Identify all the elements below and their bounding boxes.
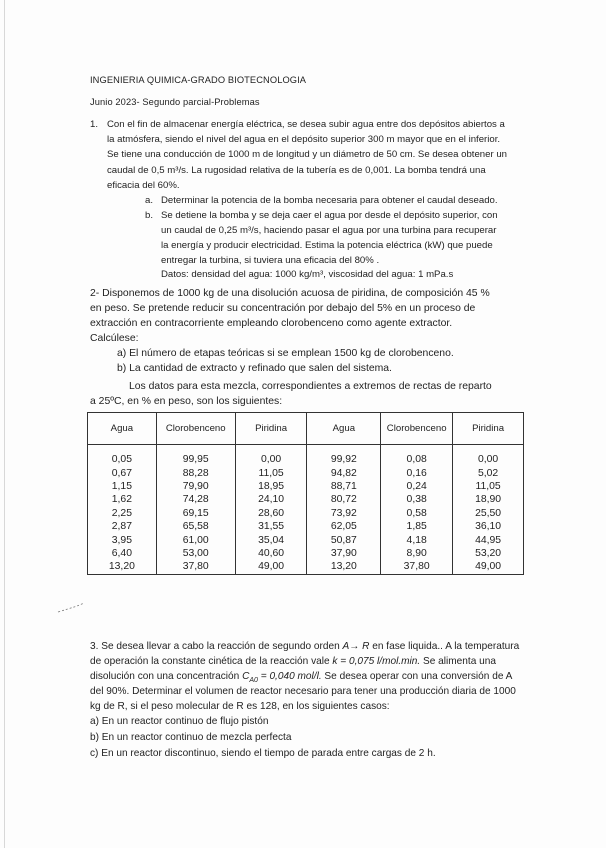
pen-mark-decoration: [56, 600, 86, 616]
equilibrium-data-table: [87, 412, 524, 575]
table-cell: 6,40: [88, 547, 157, 560]
table-cell: 94,82: [307, 466, 381, 479]
problem-3c-text: c) En un reactor discontinuo, siendo el tiempo de parada entre cargas de 2 h.: [90, 748, 436, 759]
problem-3-text: Se alimenta una: [420, 656, 496, 667]
table-cell: 2,25: [88, 507, 157, 520]
table-cell: 13,20: [307, 560, 381, 574]
table-row: [88, 547, 524, 560]
table-cell: 0,00: [235, 445, 307, 467]
concentration-symbol: C: [242, 671, 250, 682]
problem-2-line: 2- Disponemos de 1000 kg de una disolución acuosa de piridina, de composición 45 %: [90, 288, 490, 299]
table-cell: 44,95: [453, 533, 524, 546]
problem-1a-text: Determinar la potencia de la bomba necesaria para obtener el caudal deseado.: [161, 195, 498, 206]
problem-3-text: 3. Se desea llevar a cabo la reacción de segundo orden: [90, 641, 343, 652]
table-cell: 35,04: [235, 533, 307, 546]
table-cell: 4,18: [381, 533, 453, 546]
table-cell: 69,15: [156, 507, 235, 520]
problem-1-line: Se tiene una conducción de 1000 m de longitud y un diámetro de 50 cm. Se desea obtener un: [107, 149, 508, 160]
table-row: [88, 507, 524, 520]
table-cell: 80,72: [307, 493, 381, 506]
problem-1-line: la atmósfera, siendo el nivel del agua en el depósito superior 300 m mayor que en el inferior.: [107, 134, 501, 145]
column-header: Piridina: [453, 413, 524, 445]
table-cell: 0,38: [381, 493, 453, 506]
table-header-row: [88, 413, 524, 445]
problem-3-text: disolución con una concentración: [90, 671, 243, 682]
table-cell: 28,60: [235, 507, 307, 520]
problem-1-number: 1.: [90, 119, 99, 130]
problem-3-line-5: kg de R, si el peso molecular de R es 128, en los siguientes casos:: [90, 701, 390, 712]
table-cell: 79,90: [156, 480, 235, 493]
product-symbol: R: [359, 641, 370, 652]
concentration-subscript: A0: [249, 677, 258, 685]
table-cell: 50,87: [307, 533, 381, 546]
problem-2a-text: a) El número de etapas teóricas si se emplean 1500 kg de clorobenceno.: [117, 348, 454, 359]
problem-3-text: Se desea operar con una conversión de A: [321, 671, 513, 682]
problem-1-line: caudal de 0,5 m³/s. La rugosidad relativa de la tubería es de 0,001. La bomba tendrá una: [107, 165, 486, 176]
problem-1-line: eficacia del 60%.: [107, 180, 180, 191]
table-cell: 37,90: [307, 547, 381, 560]
document-subtitle: Junio 2023- Segundo parcial-Problemas: [90, 97, 260, 107]
table-cell: 61,00: [156, 533, 235, 546]
table-intro-line: Los datos para esta mezcla, correspondientes a extremos de rectas de reparto: [129, 381, 492, 392]
table-cell: 49,00: [453, 560, 524, 574]
table-cell: 8,90: [381, 547, 453, 560]
problem-3a-text: a) En un reactor continuo de flujo pistón: [90, 716, 269, 727]
table-cell: 13,20: [88, 560, 157, 574]
table-cell: 53,20: [453, 547, 524, 560]
column-header: Clorobenceno: [156, 413, 235, 445]
table-cell: 2,87: [88, 520, 157, 533]
table-cell: 18,90: [453, 493, 524, 506]
table-cell: 73,92: [307, 507, 381, 520]
problem-1b-line: la energía y producir electricidad. Estima la potencia eléctrica (kW) que puede: [161, 240, 493, 251]
table-cell: 99,95: [156, 445, 235, 467]
table-cell: 49,00: [235, 560, 307, 574]
table-cell: 11,05: [235, 466, 307, 479]
problem-1a-label: a.: [145, 195, 154, 206]
table-cell: 40,60: [235, 547, 307, 560]
problem-3-line-4: del 90%. Determinar el volumen de reactor necesario para tener una producción diaria de 1000: [90, 686, 516, 697]
table-cell: 0,67: [88, 466, 157, 479]
column-header: Piridina: [235, 413, 307, 445]
document-title: INGENIERIA QUIMICA-GRADO BIOTECNOLOGIA: [90, 75, 307, 85]
problem-3-text: en fase liquida.. A la temperatura: [369, 641, 520, 652]
table-cell: 37,80: [381, 560, 453, 574]
table-row: [88, 466, 524, 479]
table-cell: 1,15: [88, 480, 157, 493]
table-cell: 0,05: [88, 445, 157, 467]
column-header: Clorobenceno: [381, 413, 453, 445]
problem-2-line: Calcúlese:: [90, 333, 139, 344]
table-cell: 37,80: [156, 560, 235, 574]
problem-3b-text: b) En un reactor continuo de mezcla perfecta: [90, 732, 292, 743]
problem-2-line: extracción en contracorriente empleando clorobenceno como agente extractor.: [90, 318, 453, 329]
table-row: [88, 480, 524, 493]
problem-3-line-1: [90, 640, 519, 653]
table-cell: 18,95: [235, 480, 307, 493]
table-cell: 0,58: [381, 507, 453, 520]
table-cell: 3,95: [88, 533, 157, 546]
table-row: [88, 445, 524, 467]
table-cell: 5,02: [453, 466, 524, 479]
table-cell: 1,85: [381, 520, 453, 533]
table-cell: 53,00: [156, 547, 235, 560]
problem-1b-line: entregar la turbina, si tuviera una eficacia del 80% .: [161, 255, 380, 266]
reaction-arrow: →: [349, 641, 360, 652]
problem-1-data: Datos: densidad del agua: 1000 kg/m³, viscosidad del agua: 1 mPa.s: [161, 269, 454, 280]
problem-1b-line: un caudal de 0,25 m³/s, haciendo pasar el agua por una turbina para recuperar: [161, 225, 497, 236]
table-row: [88, 520, 524, 533]
table-cell: 25,50: [453, 507, 524, 520]
table-cell: 0,08: [381, 445, 453, 467]
problem-1-line: Con el fin de almacenar energía eléctrica, se desea subir agua entre dos depósitos abiertos a: [107, 119, 505, 130]
problem-3-line-2: [90, 655, 496, 668]
column-header: Agua: [307, 413, 381, 445]
table-cell: 88,71: [307, 480, 381, 493]
column-header: Agua: [88, 413, 157, 445]
problem-3-text: de operación la constante cinética de la reacción vale: [90, 656, 333, 667]
table-cell: 11,05: [453, 480, 524, 493]
table-cell: 31,55: [235, 520, 307, 533]
rate-constant: k = 0,075 l/mol.min.: [332, 656, 421, 667]
problem-1b-label: b.: [145, 210, 154, 221]
problem-2-line: en peso. Se pretende reducir su concentración por debajo del 5% en un proceso de: [90, 303, 476, 314]
table-cell: 36,10: [453, 520, 524, 533]
table-row: [88, 493, 524, 506]
table-cell: 74,28: [156, 493, 235, 506]
problem-2b-text: b) La cantidad de extracto y refinado que salen del sistema.: [117, 363, 392, 374]
table-cell: 24,10: [235, 493, 307, 506]
reactant-symbol: A: [342, 641, 350, 652]
concentration-value: = 0,040 mol/l.: [257, 671, 322, 682]
page-edge-shadow: [4, 0, 5, 848]
problem-1b-line: Se detiene la bomba y se deja caer el agua por desde el depósito superior, con: [161, 210, 498, 221]
table-cell: 0,24: [381, 480, 453, 493]
table-cell: 62,05: [307, 520, 381, 533]
table-cell: 1,62: [88, 493, 157, 506]
table-row: [88, 560, 524, 574]
table-cell: 99,92: [307, 445, 381, 467]
table-cell: 65,58: [156, 520, 235, 533]
table-intro-line: a 25ºC, en % en peso, son los siguientes:: [90, 396, 283, 407]
table-cell: 0,16: [381, 466, 453, 479]
table-cell: 88,28: [156, 466, 235, 479]
table-row: [88, 533, 524, 546]
table-cell: 0,00: [453, 445, 524, 467]
